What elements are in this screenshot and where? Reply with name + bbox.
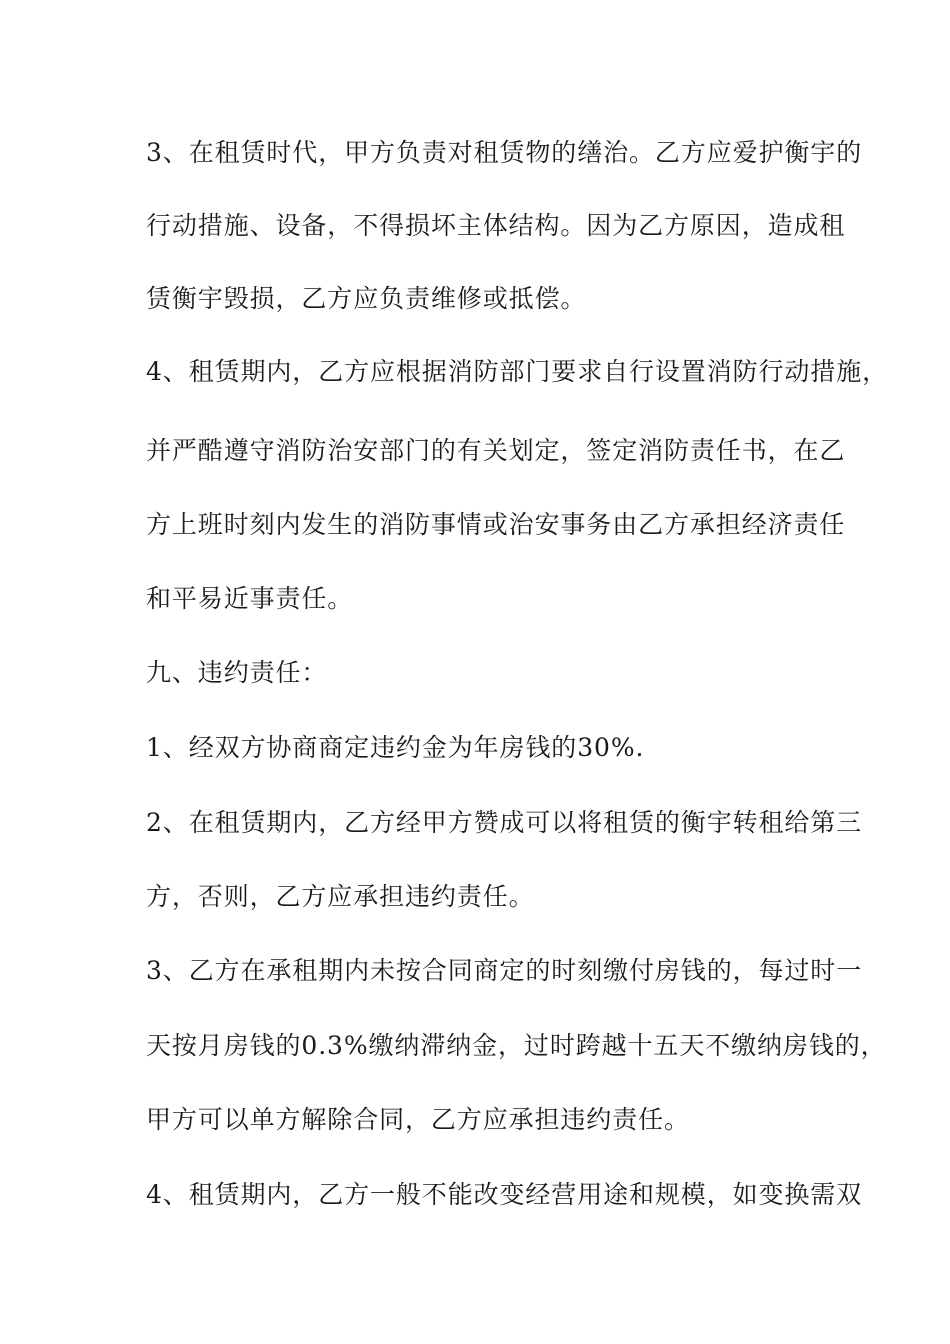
- text-line: 4、租赁期内，乙方应根据消防部门要求自行设置消防行动措施，: [146, 357, 889, 386]
- text-line: 3、在租赁时代，甲方负责对租赁物的缮治。乙方应爱护衡宇的: [146, 138, 863, 167]
- text-line: 甲方可以单方解除合同，乙方应承担违约责任。: [146, 1105, 690, 1134]
- text-line: 行动措施、设备，不得损坏主体结构。因为乙方原因，造成租: [146, 211, 846, 240]
- text-line: 方，否则，乙方应承担违约责任。: [146, 882, 535, 911]
- text-line: 方上班时刻内发生的消防事情或治安事务由乙方承担经济责任: [146, 510, 846, 539]
- text-line: 和平易近事责任。: [146, 584, 354, 613]
- text-line: 4、租赁期内，乙方一般不能改变经营用途和规模，如变换需双: [146, 1180, 863, 1209]
- text-line: 2、在租赁期内，乙方经甲方赞成可以将租赁的衡宇转租给第三: [146, 808, 863, 837]
- text-line: 1、经双方协商商定违约金为年房钱的30%.: [146, 733, 645, 762]
- text-line: 3、乙方在承租期内未按合同商定的时刻缴付房钱的，每过时一: [146, 956, 863, 985]
- text-line: 并严酷遵守消防治安部门的有关划定，签定消防责任书，在乙: [146, 436, 846, 465]
- text-line: 赁衡宇毁损，乙方应负责维修或抵偿。: [146, 284, 587, 313]
- text-line: 天按月房钱的0.3%缴纳滞纳金，过时跨越十五天不缴纳房钱的，: [146, 1031, 887, 1060]
- section-heading: 九、违约责任：: [146, 658, 328, 687]
